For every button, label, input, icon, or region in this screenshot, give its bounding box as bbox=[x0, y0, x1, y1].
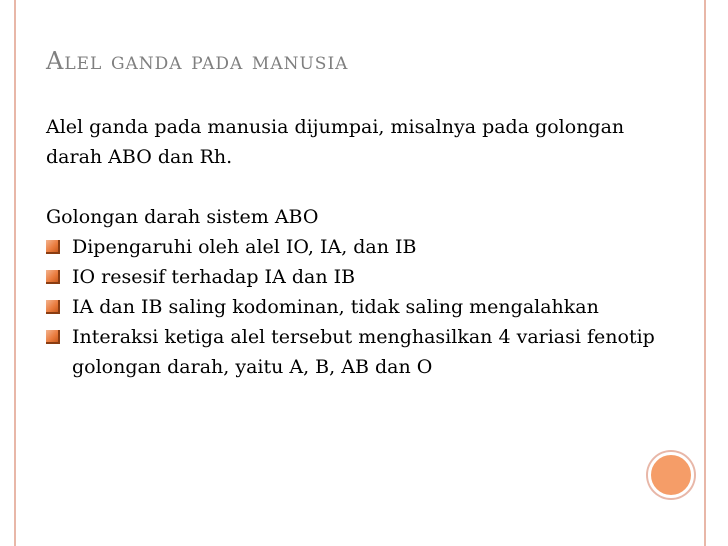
square-bullet-icon bbox=[46, 240, 60, 254]
bullet-item bbox=[46, 232, 686, 262]
bullet-text: Dipengaruhi oleh alel IO, IA, dan IB bbox=[72, 236, 417, 258]
slide-title: Alel ganda pada manusia bbox=[46, 47, 349, 75]
bullet-item bbox=[46, 292, 686, 322]
bullet-list bbox=[46, 232, 686, 382]
bullet-item bbox=[46, 262, 686, 292]
slide-body bbox=[46, 112, 686, 382]
bullet-item bbox=[46, 322, 686, 382]
square-bullet-icon bbox=[46, 270, 60, 284]
square-bullet-icon bbox=[46, 300, 60, 314]
intro-paragraph: Alel ganda pada manusia dijumpai, misalnya pada golongan darah ABO dan Rh. bbox=[46, 116, 625, 168]
subheading: Golongan darah sistem ABO bbox=[46, 206, 319, 228]
square-bullet-icon bbox=[46, 330, 60, 344]
spacer bbox=[46, 172, 686, 202]
bullet-text: Interaksi ketiga alel tersebut menghasilkan 4 variasi fenotip golongan darah, yaitu A, B, AB dan O bbox=[72, 326, 655, 378]
bullet-text: IO resesif terhadap IA dan IB bbox=[72, 266, 356, 288]
decorative-circle-icon bbox=[648, 452, 694, 498]
bullet-text: IA dan IB saling kodominan, tidak saling mengalahkan bbox=[72, 296, 599, 318]
